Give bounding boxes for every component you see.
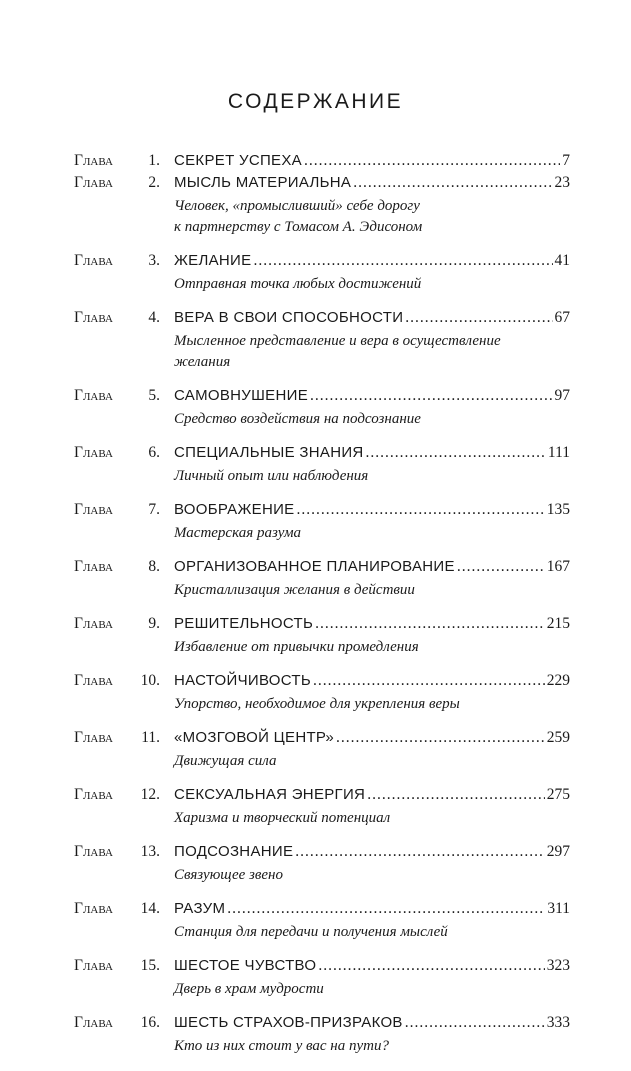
chapter-subtitle: Мысленное представление и вера в осуществление желания xyxy=(174,333,501,370)
toc-entry xyxy=(74,558,570,601)
toc-entry-line xyxy=(74,729,570,751)
chapter-word: Глава xyxy=(74,729,113,746)
dot-leader xyxy=(227,900,545,918)
toc-entry xyxy=(74,786,570,829)
page-number: 23 xyxy=(554,174,570,191)
chapter-number: 7. xyxy=(148,501,160,518)
dot-leader xyxy=(353,174,552,192)
toc-entry-line xyxy=(74,615,570,637)
chapter-title: «МОЗГОВОЙ ЦЕНТР» xyxy=(174,729,335,746)
dot-leader xyxy=(405,1014,545,1032)
chapter-word: Глава xyxy=(74,672,113,689)
chapter-title: СПЕЦИАЛЬНЫЕ ЗНАНИЯ xyxy=(174,444,364,461)
toc-entry xyxy=(74,501,570,544)
toc-entry-line xyxy=(74,672,570,694)
chapter-subtitle: Кто из них стоит у вас на пути? xyxy=(174,1038,389,1054)
chapter-title: ШЕСТОЕ ЧУВСТВО xyxy=(174,957,317,974)
page-number: 135 xyxy=(546,501,570,518)
toc-entry xyxy=(74,1014,570,1057)
toc-entry xyxy=(74,152,570,174)
dot-leader xyxy=(457,558,545,576)
dot-leader xyxy=(366,444,546,462)
chapter-title: НАСТОЙЧИВОСТЬ xyxy=(174,672,311,689)
chapter-subtitle: Станция для передачи и получения мыслей xyxy=(174,924,448,940)
page-number: 323 xyxy=(546,957,570,974)
chapter-subtitle: Мастерская разума xyxy=(174,525,302,541)
page-number: 97 xyxy=(554,387,570,404)
toc-entry xyxy=(74,444,570,487)
chapter-number: 14. xyxy=(140,900,160,917)
toc-entry xyxy=(74,672,570,715)
chapter-number: 15. xyxy=(140,957,160,974)
dot-leader xyxy=(367,786,545,804)
toc-entry-line xyxy=(74,1014,570,1036)
page-number: 229 xyxy=(546,672,570,689)
toc-entry xyxy=(74,615,570,658)
chapter-subtitle: Личный опыт или наблюдения xyxy=(174,468,369,484)
dot-leader xyxy=(296,501,544,519)
page-number: 297 xyxy=(546,843,570,860)
chapter-word: Глава xyxy=(74,387,113,404)
page-number: 67 xyxy=(554,309,570,326)
chapter-subtitle: Кристаллизация желания в действии xyxy=(174,582,415,598)
chapter-number: 2. xyxy=(148,174,160,191)
chapter-title: ВЕРА В СВОИ СПОСОБНОСТИ xyxy=(174,309,404,326)
chapter-subtitle: Движущая сила xyxy=(174,753,277,769)
chapter-title: РЕШИТЕЛЬНОСТЬ xyxy=(174,615,314,632)
chapter-word: Глава xyxy=(74,957,113,974)
toc-entry xyxy=(74,900,570,943)
chapter-word: Глава xyxy=(74,444,113,461)
page-number: 311 xyxy=(547,900,570,917)
chapter-number: 6. xyxy=(148,444,160,461)
toc-entry xyxy=(74,387,570,430)
dot-leader xyxy=(405,309,552,327)
dot-leader xyxy=(304,152,560,170)
chapter-title: СЕКСУАЛЬНАЯ ЭНЕРГИЯ xyxy=(174,786,366,803)
page-number: 333 xyxy=(546,1014,570,1031)
chapter-word: Глава xyxy=(74,1014,113,1031)
toc-entry-line xyxy=(74,843,570,865)
chapter-subtitle: Харизма и творческий потенциал xyxy=(174,810,391,826)
chapter-number: 5. xyxy=(148,387,160,404)
chapter-number: 3. xyxy=(148,252,160,269)
chapter-word: Глава xyxy=(74,152,113,169)
dot-leader xyxy=(310,387,552,405)
chapter-word: Глава xyxy=(74,174,113,191)
chapter-word: Глава xyxy=(74,843,113,860)
chapter-word: Глава xyxy=(74,309,113,326)
chapter-number: 16. xyxy=(140,1014,160,1031)
toc-entry-line xyxy=(74,252,570,274)
chapter-word: Глава xyxy=(74,252,113,269)
chapter-subtitle: Упорство, необходимое для укрепления веры xyxy=(174,696,460,712)
chapter-title: ПОДСОЗНАНИЕ xyxy=(174,843,294,860)
chapter-subtitle: Избавление от привычки промедления xyxy=(174,639,419,655)
page-title: СОДЕРЖАНИЕ xyxy=(227,90,404,113)
toc-entry-line xyxy=(74,309,570,331)
chapter-word: Глава xyxy=(74,615,113,632)
chapter-word: Глава xyxy=(74,558,113,575)
toc-entry-line xyxy=(74,152,570,174)
chapter-title: ШЕСТЬ СТРАХОВ-ПРИЗРАКОВ xyxy=(174,1014,403,1031)
toc-entry xyxy=(74,252,570,295)
chapter-title: САМОВНУШЕНИЕ xyxy=(174,387,309,404)
toc-entry xyxy=(74,843,570,886)
chapter-number: 9. xyxy=(148,615,160,632)
chapter-title: ВООБРАЖЕНИЕ xyxy=(174,501,295,518)
toc-entry xyxy=(74,309,570,373)
toc-entry xyxy=(74,957,570,1000)
chapter-word: Глава xyxy=(74,501,113,518)
dot-leader xyxy=(318,957,544,975)
chapter-word: Глава xyxy=(74,900,113,917)
chapter-subtitle: Связующее звено xyxy=(174,867,283,883)
toc-entry xyxy=(74,174,570,238)
chapter-number: 11. xyxy=(141,729,160,746)
chapter-number: 10. xyxy=(140,672,160,689)
chapter-title: ЖЕЛАНИЕ xyxy=(174,252,252,269)
page-number: 275 xyxy=(546,786,570,803)
dot-leader xyxy=(315,615,545,633)
toc-entry xyxy=(74,729,570,772)
chapter-number: 13. xyxy=(140,843,160,860)
chapter-subtitle: Человек, «промысливший» себе дорогу к партнерству с Томасом А. Эдисоном xyxy=(174,198,423,235)
toc-entry-line xyxy=(74,501,570,523)
chapter-title: РАЗУМ xyxy=(174,900,226,917)
chapter-number: 1. xyxy=(148,152,160,169)
page-number: 41 xyxy=(554,252,570,269)
toc-entry-line xyxy=(74,387,570,409)
page-number: 7 xyxy=(562,152,570,169)
toc-entry-line xyxy=(74,900,570,922)
chapter-subtitle: Отправная точка любых достижений xyxy=(174,276,422,292)
chapter-word: Глава xyxy=(74,786,113,803)
toc-entry-line xyxy=(74,444,570,466)
page-number: 167 xyxy=(546,558,570,575)
toc-entry-line xyxy=(74,174,570,196)
chapter-title: СЕКРЕТ УСПЕХА xyxy=(174,152,302,169)
toc-entry-line xyxy=(74,786,570,808)
chapter-number: 12. xyxy=(140,786,160,803)
chapter-subtitle: Дверь в храм мудрости xyxy=(174,981,324,997)
chapter-title: ОРГАНИЗОВАННОЕ ПЛАНИРОВАНИЕ xyxy=(174,558,455,575)
dot-leader xyxy=(253,252,552,270)
chapter-subtitle: Средство воздействия на подсознание xyxy=(174,411,421,427)
chapter-title: МЫСЛЬ МАТЕРИАЛЬНА xyxy=(174,174,352,191)
dot-leader xyxy=(295,843,544,861)
chapter-number: 8. xyxy=(148,558,160,575)
dot-leader xyxy=(313,672,545,690)
toc-entry-line xyxy=(74,558,570,580)
toc-entry-line xyxy=(74,957,570,979)
table-of-contents xyxy=(74,152,570,1071)
chapter-number: 4. xyxy=(148,309,160,326)
page-number: 111 xyxy=(547,444,570,461)
page-number: 259 xyxy=(546,729,570,746)
dot-leader xyxy=(336,729,545,747)
page-number: 215 xyxy=(546,615,570,632)
